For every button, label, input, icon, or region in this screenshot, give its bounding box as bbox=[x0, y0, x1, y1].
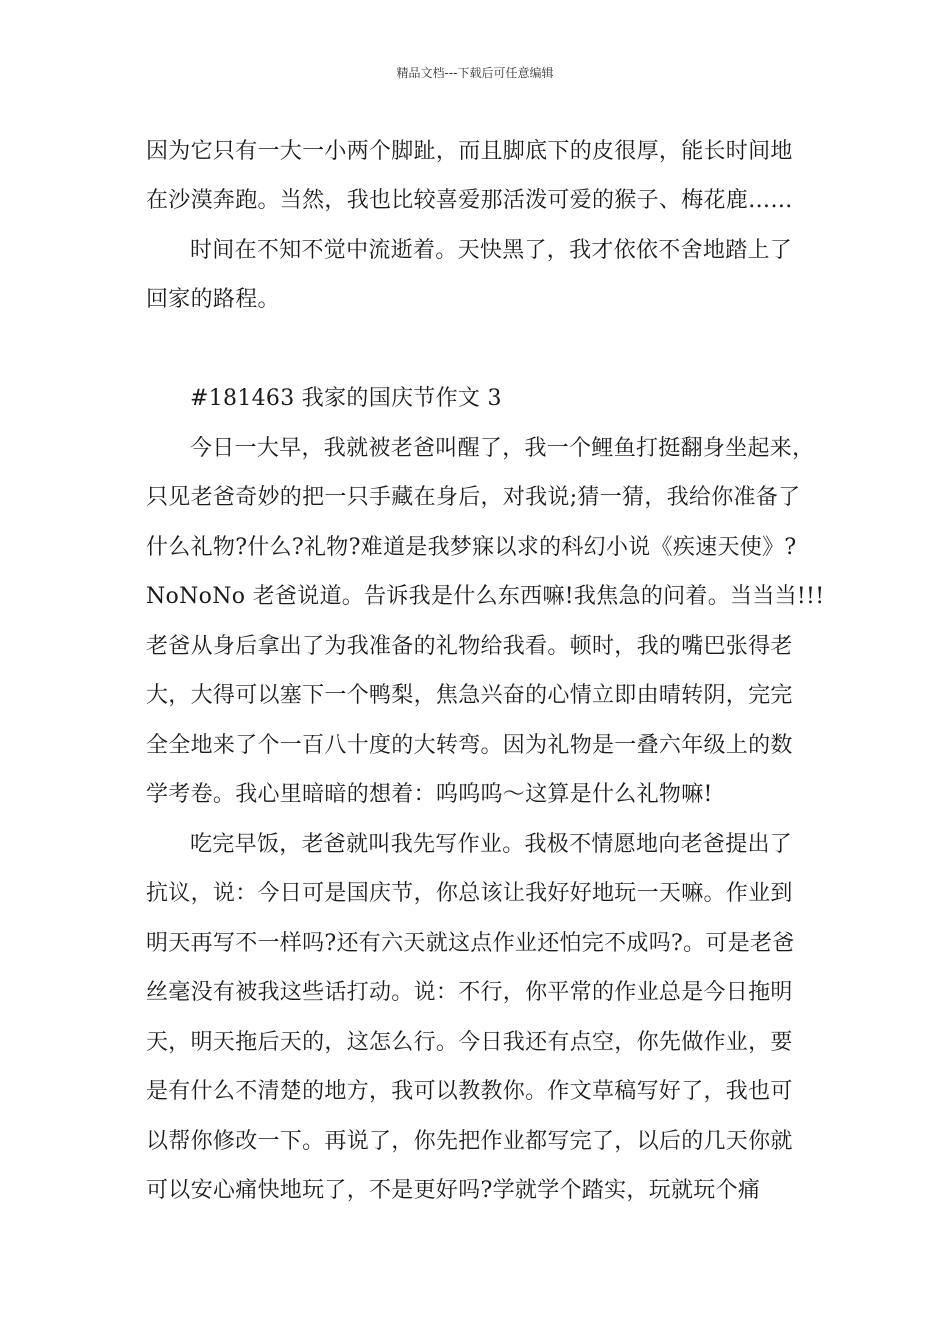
text-line: 天，明天拖后天的，这怎么行。今日我还有点空，你先做作业，要 bbox=[146, 1030, 793, 1055]
text-line: 回家的路程。 bbox=[146, 287, 280, 312]
paragraph-first-line: 时间在不知不觉中流逝着。天快黑了，我才依依不舍地踏上了 bbox=[190, 238, 793, 263]
text-line: 抗议，说：今日可是国庆节，你总该让我好好地玩一天嘛。作业到 bbox=[146, 881, 793, 906]
text-line: 以帮你修改一下。再说了，你先把作业都写完了，以后的几天你就 bbox=[146, 1129, 793, 1154]
section-heading: #181463 我家的国庆节作文 3 bbox=[190, 386, 502, 411]
text-line: 全全地来了个一百八十度的大转弯。因为礼物是一叠六年级上的数 bbox=[146, 733, 793, 758]
text-line: 明天再写不一样吗?还有六天就这点作业还怕完不成吗?。可是老爸 bbox=[146, 931, 795, 956]
text-line: 可以安心痛快地玩了，不是更好吗?学就学个踏实，玩就玩个痛 bbox=[146, 1178, 761, 1203]
text-line: 丝毫没有被我这些话打动。说：不行，你平常的作业总是今日拖明 bbox=[146, 980, 793, 1005]
text-line: 只见老爸奇妙的把一只手藏在身后，对我说;猜一猜，我给你准备了 bbox=[146, 485, 801, 510]
paragraph-first-line: 吃完早饭，老爸就叫我先写作业。我极不情愿地向老爸提出了 bbox=[190, 832, 793, 857]
text-line: NoNoNo 老爸说道。告诉我是什么东西嘛!我焦急的问着。当当当!!! bbox=[146, 584, 825, 609]
text-line: 大，大得可以塞下一个鸭梨，焦急兴奋的心情立即由晴转阴，完完 bbox=[146, 683, 793, 708]
page-header: 精品文档---下载后可任意编辑 bbox=[396, 66, 554, 80]
text-line: 学考卷。我心里暗暗的想着：呜呜呜～这算是什么礼物嘛! bbox=[146, 782, 713, 807]
text-line: 是有什么不清楚的地方，我可以教教你。作文草稿写好了，我也可 bbox=[146, 1079, 793, 1104]
text-line: 因为它只有一大一小两个脚趾，而且脚底下的皮很厚，能长时间地 bbox=[146, 139, 793, 164]
paragraph-first-line: 今日一大早，我就被老爸叫醒了，我一个鲤鱼打挺翻身坐起来， bbox=[190, 436, 815, 461]
text-line: 老爸从身后拿出了为我准备的礼物给我看。顿时，我的嘴巴张得老 bbox=[146, 634, 793, 659]
text-line: 什么礼物?什么?礼物?难道是我梦寐以求的科幻小说《疾速天使》? bbox=[146, 535, 797, 560]
text-line: 在沙漠奔跑。当然，我也比较喜爱那活泼可爱的猴子、梅花鹿…… bbox=[146, 188, 793, 213]
